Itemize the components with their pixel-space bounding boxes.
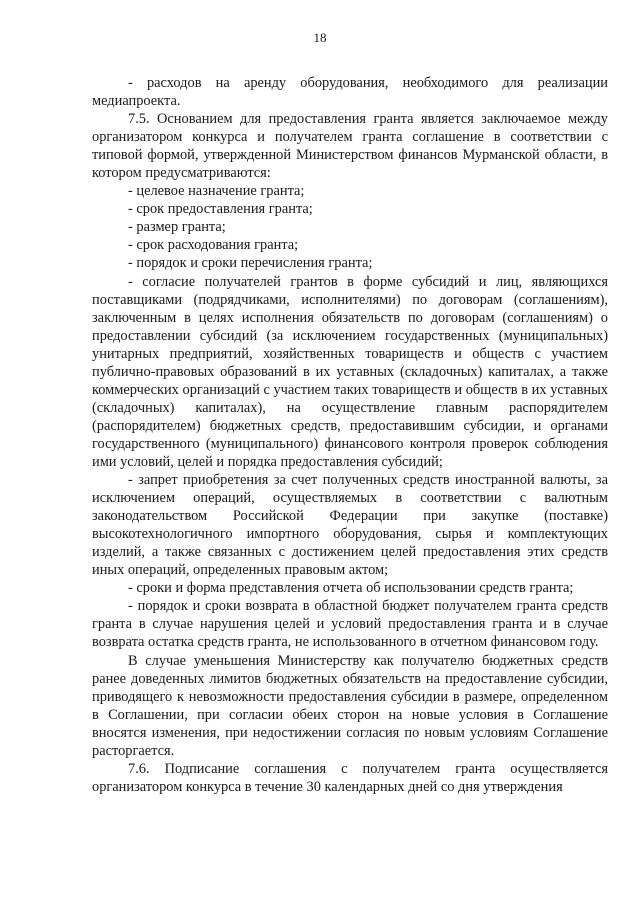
list-item-transfer-order: - порядок и сроки перечисления гранта; [128,255,373,272]
paragraph-equipment-rent: - расходов на аренду оборудования, необходимого для реализации медиапроекта. [92,75,608,110]
paragraph-7-6: 7.6. Подписание соглашения с получателем гранта осуществляется организатором конкурса в течение 30 календарных дней со дня утверждения [92,760,608,795]
list-item-term: - срок предоставления гранта; [128,201,313,218]
list-item-currency-ban: - запрет приобретения за счет полученных средств иностранной валюты, за исключением операций, осуществляемых в соответствии с валютным законодательством Российской Федерации при закупке (поставке) высокотехнологичного импортного оборудования, сырья и комплектующих изделий, а также связанных с достижением целей предоставления этих средств иных операций, определенных правовым актом; [92,472,608,579]
paragraph-7-5: 7.5. Основанием для предоставления гранта является заключаемое между организатором конкурса и получателем гранта соглашение в соответствии с типовой формой, утвержденной Министерством финансов Мурманской области, в котором предусматриваются: [92,111,608,182]
document-body [92,74,608,796]
list-item-purpose: - целевое назначение гранта; [128,183,305,200]
list-item-amount: - размер гранта; [128,219,226,236]
list-item-consent: - согласие получателей грантов в форме субсидий и лиц, являющихся поставщиками (подрядчиками, исполнителями) по договорам (соглашениям), заключенным в целях исполнения обязательств по договорам (соглашениям) о предоставлении субсидий (за исключением государственных (муниципальных) унитарных предприятий, хозяйственных товариществ и обществ с участием публично-правовых образований в их уставных (складочных) капиталах, а также коммерческих организаций с участием таких товариществ и обществ в их уставных (складочных) капиталах), на осуществление главным распорядителем (распорядителем) бюджетных средств, предоставившим субсидии, и органами государственного (муниципального) финансового контроля проверок соблюдения ими условий, целей и порядка предоставления субсидий; [92,273,608,470]
paragraph-limits-reduction: В случае уменьшения Министерству как получателю бюджетных средств ранее доведенных лимитов бюджетных обязательств на предоставление субсидии, приводящего к невозможности предоставления субсидии в размере, определенном в Соглашении, при согласии обеих сторон на новые условия в Соглашение вносятся изменения, при недостижении согласия по новым условиям Соглашение расторгается. [92,652,608,759]
list-item-spending-term: - срок расходования гранта; [128,237,299,254]
page-number: 18 [313,30,327,45]
list-item-report: - сроки и форма представления отчета об использовании средств гранта; [128,580,574,597]
list-item-refund: - порядок и сроки возврата в областной бюджет получателем гранта средств гранта в случае нарушения целей и условий предоставления гранта и в случае возврата остатка средств гранта, не использованного в отчетном финансовом году. [92,598,608,651]
